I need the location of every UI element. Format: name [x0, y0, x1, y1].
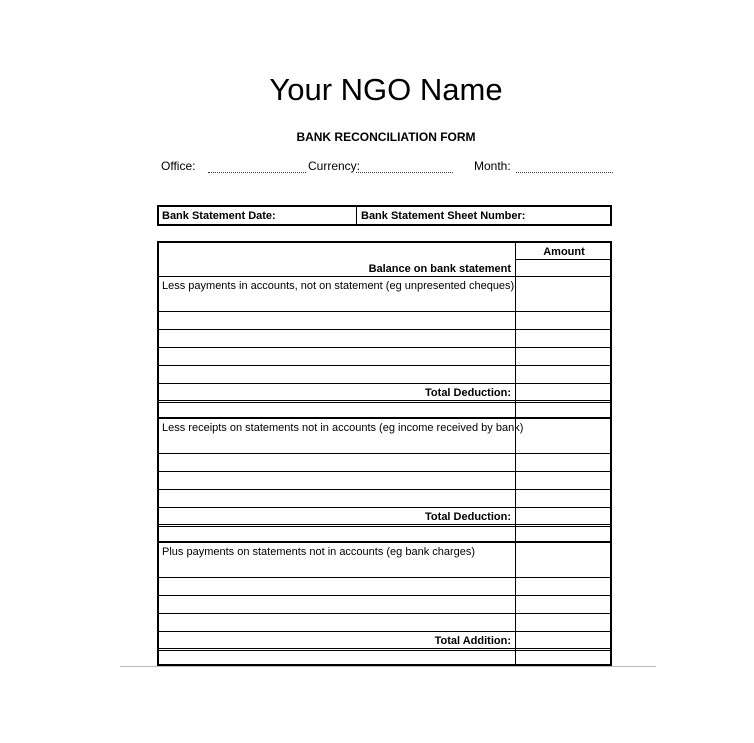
- month-label: Month:: [474, 159, 511, 173]
- currency-label: Currency:: [308, 159, 361, 173]
- row-line: [159, 613, 610, 614]
- balance-label: Balance on bank statement: [368, 263, 511, 275]
- section1-title: Less payments in accounts, not on statement (eg unpresented cheques): [162, 280, 515, 292]
- row-line: [159, 276, 610, 277]
- office-label: Office:: [161, 159, 196, 173]
- row-line: [159, 577, 610, 578]
- statement-date-label: Bank Statement Date:: [162, 210, 276, 222]
- total-line: [159, 524, 610, 527]
- statement-sheet-label: Bank Statement Sheet Number:: [361, 210, 526, 222]
- total-line: [159, 648, 610, 651]
- section3-title: Plus payments on statements not in accounts (eg bank charges): [162, 546, 476, 558]
- office-field[interactable]: [208, 172, 306, 173]
- amount-header-line: [515, 259, 610, 260]
- section3-total-label: Total Addition:: [434, 635, 511, 647]
- row-line: [159, 507, 610, 508]
- row-line: [159, 383, 610, 384]
- amount-header: Amount: [543, 246, 585, 258]
- row-line: [159, 347, 610, 348]
- currency-field[interactable]: [356, 172, 453, 173]
- total-line: [159, 400, 610, 403]
- section-separator: [159, 417, 610, 419]
- header-divider: [356, 207, 357, 224]
- section1-total-label: Total Deduction:: [425, 387, 511, 399]
- row-line: [159, 631, 610, 632]
- section2-title: Less receipts on statements not in accounts (eg income received by bank): [162, 422, 524, 434]
- row-line: [159, 453, 610, 454]
- statement-header-table: [157, 205, 612, 226]
- row-line: [159, 329, 610, 330]
- page-bottom-rule: [120, 666, 656, 667]
- month-field[interactable]: [516, 172, 613, 173]
- row-line: [159, 365, 610, 366]
- section2-total-label: Total Deduction:: [425, 511, 511, 523]
- section-separator: [159, 541, 610, 543]
- row-line: [159, 471, 610, 472]
- row-line: [159, 489, 610, 490]
- reconciliation-table: [157, 241, 612, 666]
- row-line: [159, 595, 610, 596]
- org-name-title: Your NGO Name: [269, 72, 503, 107]
- form-title: BANK RECONCILIATION FORM: [296, 130, 476, 144]
- row-line: [159, 311, 610, 312]
